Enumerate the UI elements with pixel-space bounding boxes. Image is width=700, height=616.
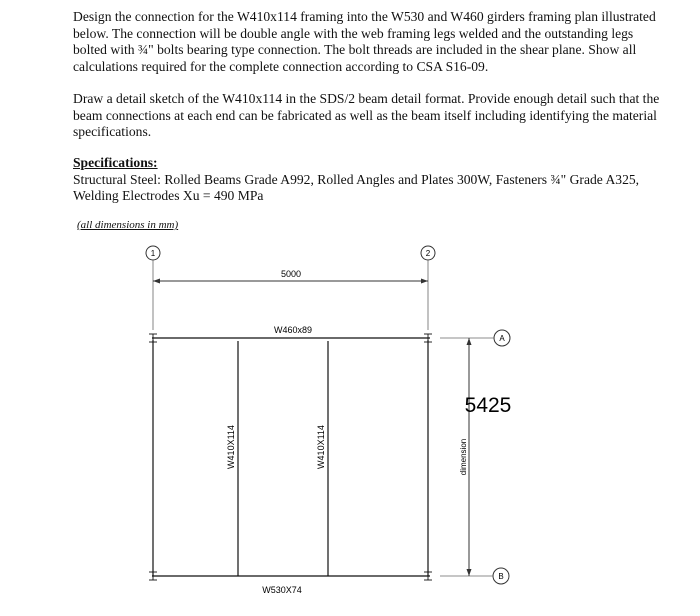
infill-beam-left-label: W410X114 <box>226 425 236 469</box>
grid-bubble-A <box>494 330 510 346</box>
grid-label-1: 1 <box>150 249 156 258</box>
dimensions-note: (all dimensions in mm) <box>77 219 179 231</box>
top-girder <box>152 325 430 338</box>
infill-beam-right-label: W410X114 <box>316 425 326 469</box>
grid-label-B: B <box>498 572 504 581</box>
vertical-dimension-label: dimension <box>459 438 468 476</box>
infill-beam-right <box>316 341 328 576</box>
span-dimension <box>153 269 428 284</box>
grid-label-2: 2 <box>425 249 431 258</box>
specifications-text: Structural Steel: Rolled Beams Grade A992, Rolled Angles and Plates 300W, Fasteners ¾" Grade A325, Welding Electrodes Xu = 490 MPa <box>73 171 640 204</box>
top-girder-label: W460x89 <box>273 325 313 335</box>
grid-bubble-1 <box>146 246 160 260</box>
problem-statement: Design the connection for the W410x114 framing into the W530 and W460 girders framing plan illustrated below. The connection will be double angle with the web framing legs welded and the outstanding legs bolted with ¾" bolts bearing type connection. The bolt threads are included in the shear plane. Show all calculations required for the complete connection according to CSA S16-09. <box>73 9 656 74</box>
span-dimension-label: 5000 <box>280 269 302 279</box>
grid-label-A: A <box>499 334 505 343</box>
bottom-girder-label: W530X74 <box>262 585 302 595</box>
specifications-heading: Specifications: <box>73 155 158 170</box>
bottom-girder <box>152 576 430 595</box>
sketch-instructions: Draw a detail sketch of the W410x114 in the SDS/2 beam detail format. Provide enough detail such that the beam connections at each end can be fabricated as well as the beam itself including identifying the material specifications. <box>73 91 660 140</box>
grid-bubble-2 <box>421 246 435 260</box>
infill-beam-left <box>226 341 238 576</box>
vertical-dimension <box>459 338 511 576</box>
vertical-dimension-value: 5425 <box>464 394 512 417</box>
grid-bubble-B <box>493 568 509 584</box>
